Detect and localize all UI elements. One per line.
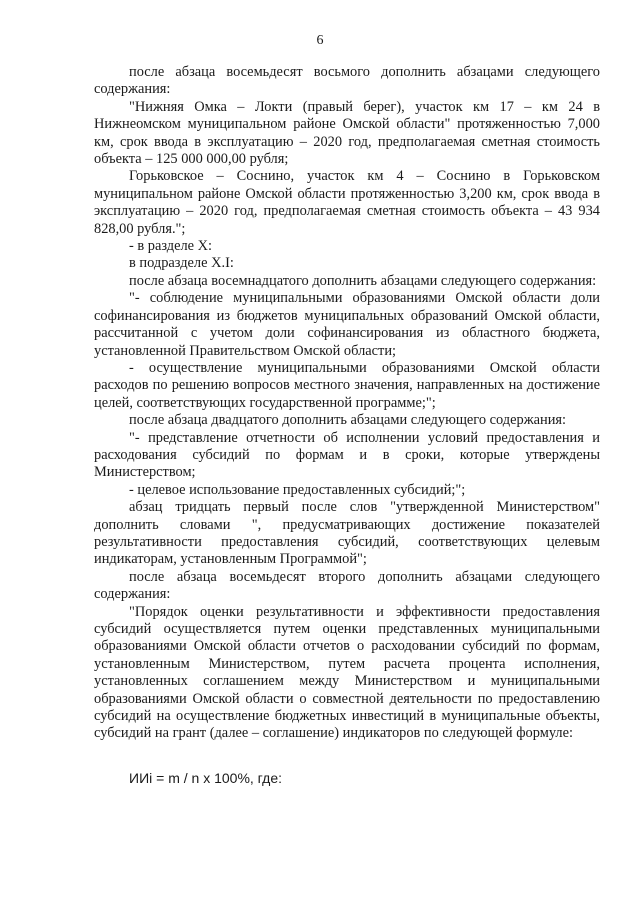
paragraph: - осуществление муниципальными образованиями Омской области расходов по решению вопросов местного значения, направленных на достижение целей, соответствующих государственной программе;"; <box>94 359 600 411</box>
paragraph: после абзаца восемьдесят второго дополнить абзацами следующего содержания: <box>94 568 600 603</box>
paragraph: "- представление отчетности об исполнении условий предоставления и расходования субсидий по формам и в сроки, которые утверждены Министерством; <box>94 429 600 481</box>
paragraph: "Нижняя Омка – Локти (правый берег), участок км 17 – км 24 в Нижнеомском муниципальном районе Омской области" протяженностью 7,000 км, срок ввода в эксплуатацию – 2020 год, предполагаемая сметная стоимость объекта – 125 000 000,00 рубля; <box>94 98 600 168</box>
paragraph: - целевое использование предоставленных субсидий;"; <box>129 481 466 498</box>
paragraph: после абзаца восемьдесят восьмого дополнить абзацами следующего содержания: <box>94 64 600 98</box>
paragraph: абзац тридцать первый после слов "утвержденной Министерством" дополнить словами ", предусматривающих достижение показателей результативности предоставления субсидий, соответствующих целевым индикаторам, установленным Программой"; <box>94 499 600 568</box>
document-body <box>94 64 600 787</box>
paragraph: после абзаца восемнадцатого дополнить абзацами следующего содержания: <box>129 272 597 289</box>
paragraph: "Порядок оценки результативности и эффективности предоставления субсидий осуществляется путем оценки представленных муниципальными образованиями Омской области отчетов о расходовании субсидий по формам, установленным Министерством, путем расчета процента исполнения, установленных соглашением между Министерством и муниципальными образованиями Омской области о совместной деятельности по предоставлению субсидий на осуществление бюджетных инвестиций в муниципальные объекты, субсидий на грант (далее – соглашение) индикаторов по следующей формуле: <box>94 603 600 742</box>
paragraph: "- соблюдение муниципальными образованиями Омской области доли софинансирования из бюджетов муниципальных образований Омской области, рассчитанной с учетом доли софинансирования из областного бюджета, установленной Правительством Омской области; <box>94 290 600 359</box>
paragraph: - в разделе X: <box>129 238 213 255</box>
paragraph: после абзаца двадцатого дополнить абзацами следующего содержания: <box>129 412 567 429</box>
formula: ИИi = m / n x 100%, где: <box>129 769 282 786</box>
paragraph: в подразделе X.I: <box>129 255 234 272</box>
paragraph: Горьковское – Соснино, участок км 4 – Соснино в Горьковском муниципальном районе Омской области протяженностью 3,200 км, срок ввода в эксплуатацию – 2020 год, предполагаемая сметная стоимость объекта – 43 934 828,00 рубля."; <box>94 168 600 237</box>
page-number: 6 <box>316 33 324 48</box>
